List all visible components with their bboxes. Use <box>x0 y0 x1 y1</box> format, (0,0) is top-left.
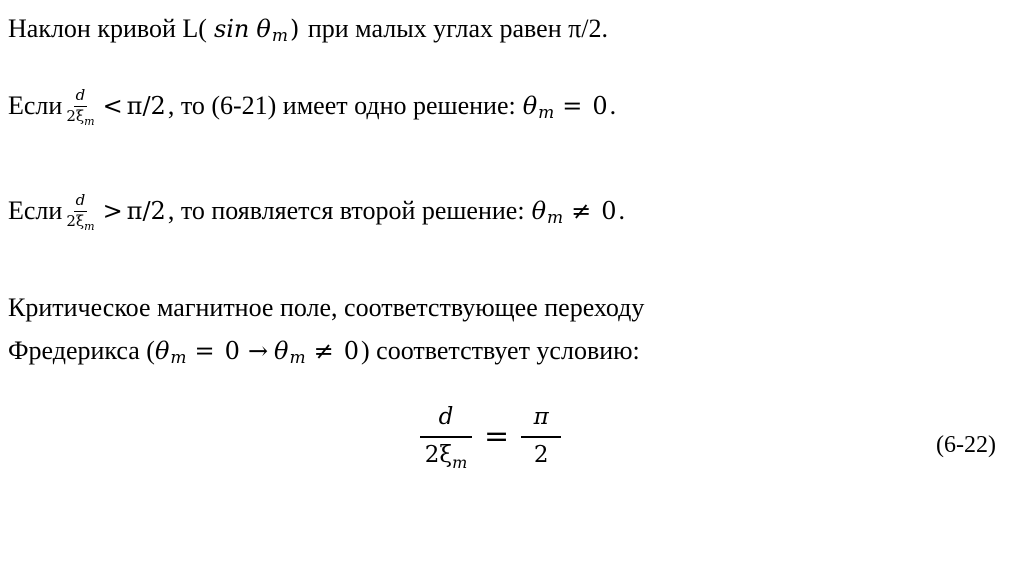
equation-rhs-fraction <box>521 404 561 468</box>
equation-rhs-num: π <box>521 404 561 438</box>
line3-rel: > <box>102 197 123 225</box>
line3-var: θ <box>531 197 547 225</box>
line3-pre: Если <box>8 196 63 225</box>
line3-mid: , то появляется второй решение: <box>167 196 525 225</box>
equation-sign: = <box>484 418 510 454</box>
line5-arrow: → <box>247 337 269 365</box>
line1-post: при малых углах равен π/2. <box>301 14 608 43</box>
line5-var2: θ <box>274 337 289 365</box>
equation-lhs-fraction <box>420 404 472 472</box>
line-fredericks <box>8 336 640 368</box>
line3-rhs: π/2 <box>126 197 166 225</box>
display-equation <box>420 404 561 472</box>
line2-fraction <box>66 86 95 128</box>
line-condition-less <box>8 86 617 128</box>
line-condition-greater <box>8 191 626 233</box>
line5-val2: 0 <box>343 337 360 365</box>
line5-sub2: m <box>289 347 306 368</box>
line2-sub: m <box>538 102 555 123</box>
line3-result: 0 <box>601 197 617 225</box>
line2-end: . <box>609 91 617 120</box>
line-slope-statement <box>8 14 608 46</box>
line3-frac-num: d <box>74 193 88 212</box>
line5-pre: Фредерикса ( <box>8 336 155 365</box>
line5-post: ) соответствует условию: <box>361 336 640 365</box>
line4-text: Критическое магнитное поле, соответствующее переходу <box>8 293 645 322</box>
equation-number: (6-22) <box>936 432 996 458</box>
line5-eq1: = <box>194 337 215 365</box>
line1-var: θ <box>256 15 271 43</box>
equation-lhs-num: d <box>420 404 472 438</box>
line2-mid: , то (6-21) имеет одно решение: <box>167 91 516 120</box>
line3-frac-den: $2\xi_m$ <box>66 212 95 233</box>
line3-sub: m <box>547 207 564 228</box>
line5-val1: 0 <box>224 337 240 365</box>
line1-sub: m <box>271 25 288 46</box>
equation-lhs-den: $2\xi_m$ <box>424 442 468 472</box>
line2-var: θ <box>522 92 538 120</box>
line1-close: ) <box>289 15 300 43</box>
line-critical-field <box>8 295 644 321</box>
equation-rhs-den: 2 <box>533 442 549 468</box>
line3-end: . <box>618 196 626 225</box>
line2-result-rel: = <box>562 92 583 120</box>
line3-fraction <box>66 191 95 233</box>
line2-frac-den: $2\xi_m$ <box>66 107 95 128</box>
line2-result: 0 <box>592 92 608 120</box>
line2-pre: Если <box>8 91 63 120</box>
line2-rhs: π/2 <box>126 92 166 120</box>
line1-pre: Наклон кривой L( <box>8 14 207 43</box>
line2-rel: < <box>102 92 123 120</box>
line5-sub1: m <box>170 347 187 368</box>
line2-frac-num: d <box>74 88 88 107</box>
line3-result-rel: ≠ <box>571 197 592 225</box>
line5-neq: ≠ <box>313 337 334 365</box>
line5-var1: θ <box>154 337 170 365</box>
line1-fn: sin <box>213 15 250 43</box>
